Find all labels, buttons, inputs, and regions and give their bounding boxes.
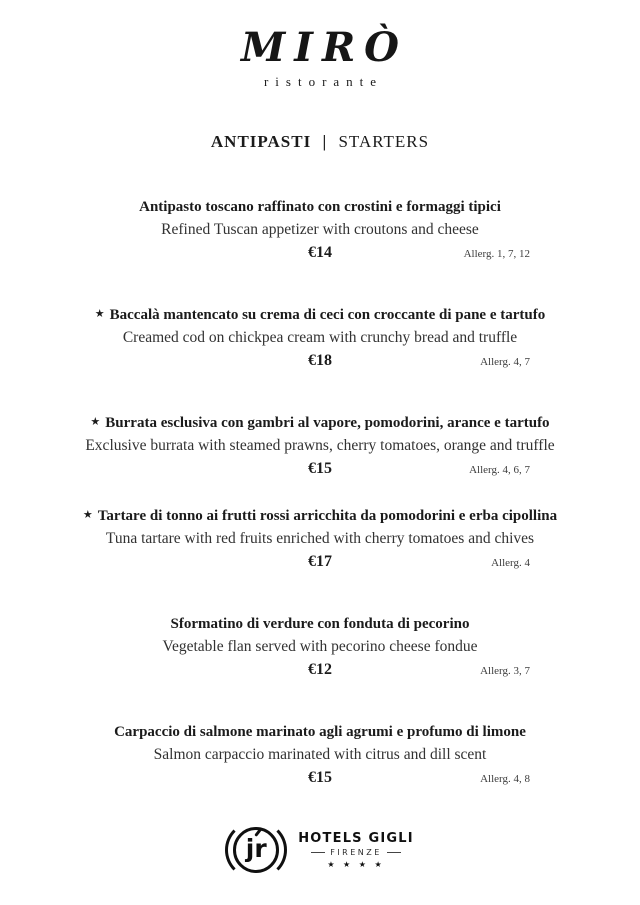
dish-name-italian (0, 412, 640, 434)
dish-name-english: Exclusive burrata with steamed prawns, cherry tomatoes, orange and truffle (85, 437, 555, 454)
chef-star-icon: ★ (94, 308, 105, 320)
dish-allergens: Allerg. 1, 7, 12 (463, 248, 530, 260)
dish-name-italian-text: Antipasto toscano raffinato con crostini e formaggi tipici (139, 199, 501, 215)
hotel-text-block (298, 831, 414, 870)
dish-price: €17 (308, 553, 332, 570)
dish-name-italian-text: Burrata esclusiva con gambri al vapore, pomodorini, arance e tartufo (105, 415, 550, 431)
dish-name-english: Vegetable flan served with pecorino cheese fondue (162, 638, 478, 655)
hotel-footer (0, 820, 640, 880)
city-divider-right (387, 852, 401, 853)
dish-price: €14 (308, 244, 332, 261)
dish-name-italian (0, 721, 640, 743)
dish-name-english: Tuna tartare with red fruits enriched with cherry tomatoes and chives (105, 530, 535, 547)
menu-item (0, 613, 640, 681)
price-row (0, 551, 640, 573)
dish-name-english: Refined Tuscan appetizer with croutons and cheese (161, 221, 479, 238)
restaurant-logo (0, 0, 640, 90)
dish-name-italian-text: Carpaccio di salmone marinato agli agrumi e profumo di limone (114, 724, 526, 740)
hotel-name: HOTELS GIGLI (298, 830, 414, 846)
menu-item (0, 196, 640, 264)
dish-name-english: Creamed cod on chickpea cream with crunchy bread and truffle (122, 329, 518, 346)
menu-item (0, 412, 640, 480)
dish-name-italian (0, 505, 640, 527)
dish-allergens: Allerg. 4, 7 (480, 356, 530, 368)
price-row (0, 350, 640, 372)
price-row (0, 659, 640, 681)
dish-name-italian (0, 613, 640, 635)
logo-monogram: jr (245, 834, 267, 863)
hotel-city-row (298, 848, 414, 858)
hotel-city: FIRENZE (330, 847, 382, 857)
section-title-separator: | (322, 132, 328, 151)
dish-price: €18 (308, 352, 332, 369)
dish-name-english: Salmon carpaccio marinated with citrus and dill scent (153, 746, 487, 763)
dish-allergens: Allerg. 3, 7 (480, 665, 530, 677)
dish-name-italian (0, 304, 640, 326)
hotel-jr-logo-icon (226, 820, 286, 880)
city-divider-left (311, 852, 325, 853)
dish-name-italian-text: Sformatino di verdure con fonduta di pecorino (170, 616, 470, 632)
menu-item (0, 304, 640, 372)
dish-name-italian (0, 196, 640, 218)
dish-price: €15 (308, 460, 332, 477)
dish-allergens: Allerg. 4, 6, 7 (469, 464, 530, 476)
hotel-star-rating: ★ ★ ★ ★ (327, 859, 385, 869)
restaurant-name: MIRÒ (240, 24, 409, 71)
section-heading (0, 132, 640, 152)
dish-name-italian-text: Tartare di tonno ai frutti rossi arricchita da pomodorini e erba cipollina (97, 508, 558, 524)
dish-allergens: Allerg. 4 (491, 557, 530, 569)
section-title-english: STARTERS (338, 132, 430, 151)
menu-item (0, 505, 640, 573)
dish-name-italian-text: Baccalà mantencato su crema di ceci con croccante di pane e tartufo (109, 307, 546, 323)
price-row (0, 458, 640, 480)
menu-list (0, 196, 640, 789)
menu-item (0, 721, 640, 789)
restaurant-subtitle: ristorante (263, 74, 384, 89)
section-title-italian: ANTIPASTI (210, 132, 312, 151)
chef-star-icon: ★ (90, 416, 101, 428)
price-row (0, 242, 640, 264)
price-row (0, 767, 640, 789)
chef-star-icon: ★ (82, 509, 93, 521)
dish-price: €12 (308, 661, 332, 678)
dish-price: €15 (308, 769, 332, 786)
dish-allergens: Allerg. 4, 8 (480, 773, 530, 785)
